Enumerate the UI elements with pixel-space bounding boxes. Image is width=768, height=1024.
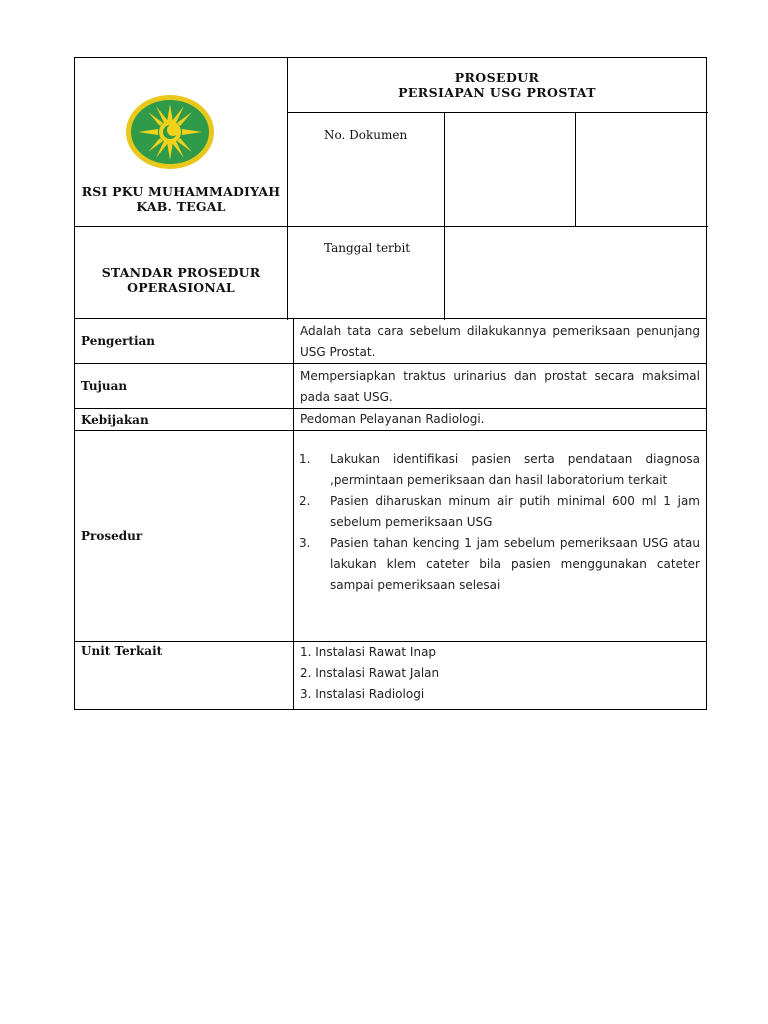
sop-content-table bbox=[74, 318, 707, 710]
row-tujuan bbox=[75, 364, 707, 409]
document-title-line2: PERSIAPAN USG PROSTAT bbox=[398, 85, 596, 100]
prosedur-step: Pasien diharuskan minum air putih minimal 600 ml 1 jam sebelum pemeriksaan USG bbox=[330, 494, 700, 529]
hospital-name-line2: KAB. TEGAL bbox=[136, 199, 226, 214]
pengertian-text: Adalah tata cara sebelum dilakukannya pemeriksaan penunjang USG Prostat. bbox=[300, 324, 700, 359]
pengertian-cell bbox=[294, 319, 707, 364]
sop-document bbox=[74, 57, 707, 710]
divider bbox=[75, 226, 708, 227]
sop-heading bbox=[75, 265, 287, 295]
divider bbox=[575, 112, 576, 226]
prosedur-step: Pasien tahan kencing 1 jam sebelum pemeriksaan USG atau lakukan klem cateter bila pasien menggunakan cateter sampai pemeriksaan selesai bbox=[330, 536, 700, 592]
unit-terkait-item: 1. Instalasi Rawat Inap bbox=[300, 645, 437, 659]
sop-heading-line2: OPERASIONAL bbox=[127, 280, 235, 295]
row-pengertian bbox=[75, 319, 707, 364]
hospital-name bbox=[75, 184, 287, 214]
document-title-line1: PROSEDUR bbox=[454, 70, 540, 85]
row-prosedur bbox=[75, 431, 707, 642]
prosedur-step: Lakukan identifikasi pasien serta pendataan diagnosa ,permintaan pemeriksaan dan hasil laboratorium terkait bbox=[330, 452, 700, 487]
row-unit-terkait bbox=[75, 642, 707, 710]
prosedur-cell bbox=[294, 431, 707, 642]
unit-terkait-cell bbox=[294, 642, 707, 710]
kebijakan-text: Pedoman Pelayanan Radiologi. bbox=[300, 412, 485, 426]
kebijakan-cell bbox=[294, 409, 707, 431]
pengertian-label: Pengertian bbox=[75, 319, 294, 364]
tanggal-terbit-label: Tanggal terbit bbox=[324, 241, 411, 255]
document-header bbox=[74, 57, 707, 319]
document-title bbox=[288, 70, 706, 100]
row-kebijakan bbox=[75, 409, 707, 431]
divider bbox=[288, 112, 708, 113]
no-dokumen-label: No. Dokumen bbox=[324, 128, 408, 142]
unit-terkait-list bbox=[294, 642, 706, 709]
tujuan-text: Mempersiapkan traktus urinarius dan prostat secara maksimal pada saat USG. bbox=[300, 369, 700, 404]
tujuan-cell bbox=[294, 364, 707, 409]
tujuan-label: Tujuan bbox=[75, 364, 294, 409]
prosedur-steps bbox=[294, 449, 700, 596]
unit-terkait-item: 3. Instalasi Radiologi bbox=[300, 687, 425, 701]
prosedur-label: Prosedur bbox=[75, 431, 294, 642]
unit-terkait-label: Unit Terkait bbox=[75, 642, 294, 710]
sop-heading-line1: STANDAR PROSEDUR bbox=[101, 265, 261, 280]
hospital-name-line1: RSI PKU MUHAMMADIYAH bbox=[81, 184, 281, 199]
unit-terkait-item: 2. Instalasi Rawat Jalan bbox=[300, 666, 440, 680]
hospital-logo-icon bbox=[125, 94, 215, 170]
kebijakan-label: Kebijakan bbox=[75, 409, 294, 431]
divider bbox=[444, 112, 445, 320]
